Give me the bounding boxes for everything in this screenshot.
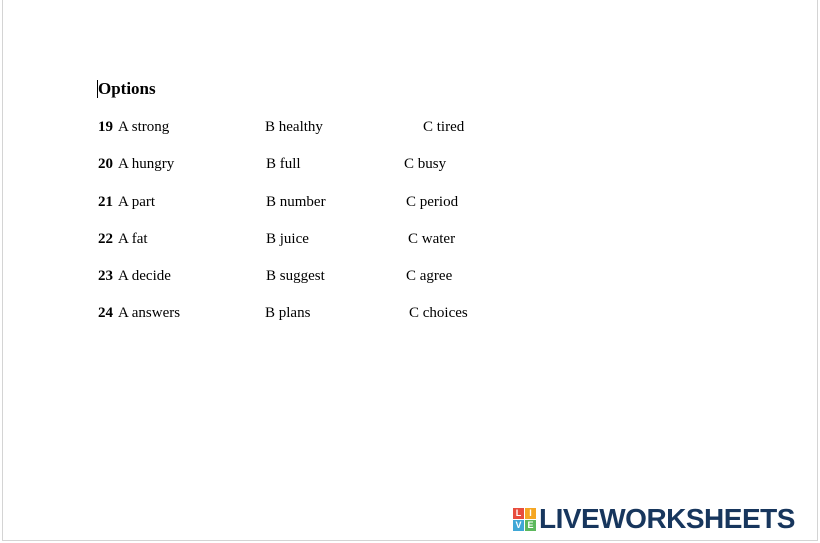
question-number: 21	[98, 194, 113, 210]
options-heading: Options	[98, 79, 156, 98]
question-number: 20	[98, 156, 113, 172]
option-c: C period	[406, 194, 459, 210]
logo-tile: I	[525, 508, 536, 519]
option-c: C choices	[409, 305, 468, 321]
question-number: 19	[98, 119, 113, 135]
option-a: A answers	[118, 305, 181, 321]
question-number: 23	[98, 268, 113, 284]
option-a: A fat	[118, 231, 148, 247]
option-b: B full	[266, 156, 301, 172]
option-a: A strong	[118, 119, 170, 135]
option-b: B juice	[266, 231, 309, 247]
logo-tile: V	[513, 520, 524, 531]
liveworksheets-logo	[513, 505, 795, 533]
option-b: B plans	[265, 305, 311, 321]
option-c: C water	[408, 231, 456, 247]
option-a: A decide	[118, 268, 171, 284]
option-a: A part	[118, 194, 156, 210]
option-a: A hungry	[118, 156, 175, 172]
option-c: C busy	[404, 156, 447, 172]
logo-tile: E	[525, 520, 536, 531]
option-c: C agree	[406, 268, 453, 284]
option-b: B number	[266, 194, 326, 210]
logo-tiles-icon	[513, 508, 536, 531]
question-number: 22	[98, 231, 113, 247]
option-b: B healthy	[265, 119, 323, 135]
logo-wordmark: LIVEWORKSHEETS	[539, 503, 795, 534]
question-number: 24	[98, 305, 113, 321]
logo-tile: L	[513, 508, 524, 519]
option-c: C tired	[423, 119, 465, 135]
option-b: B suggest	[266, 268, 325, 284]
